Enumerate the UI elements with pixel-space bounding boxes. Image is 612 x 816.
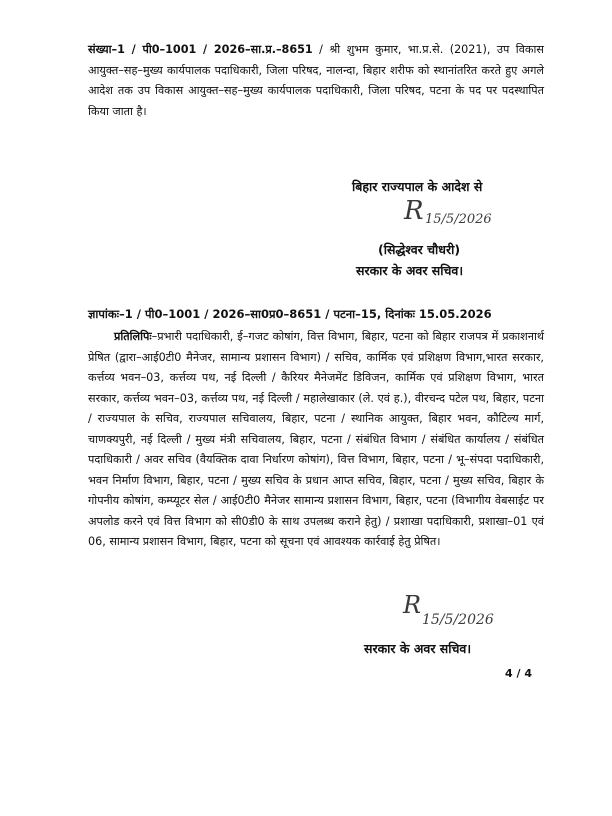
order-ref-number: संख्या–1 / पी0–1001 / 2026–सा.प्र.–8651 [88,43,313,56]
handwritten-date-2: 15/5/2026 [422,612,494,628]
signatory-designation-1: सरकार के अवर सचिव। [356,263,464,278]
copy-label: प्रतिलिपिः [114,330,152,343]
order-paragraph [88,40,544,122]
page-number: 4 / 4 [505,667,532,680]
order-body: / श्री शुभम कुमार, भा.प्र.से. (2021), उप विकास आयुक्त–सह–मुख्य कार्यपालक पदाधिकारी, जिला परिषद, नालन्दा, बिहार शरीफ को स्थानांतरित करते हुए अगले आदेश तक उप विकास आयुक्त–सह–मुख्य कार्यपालक पदाधिकारी, जिला परिषद, पटना के पद पर पदस्थापित किया जाता है। [88,43,544,118]
handwritten-signature-1: R [404,196,424,226]
signatory-designation-2: सरकार के अवर सचिव। [364,641,472,656]
handwritten-signature-2: R [403,591,422,619]
copy-paragraph [88,327,544,553]
signatory-name: (सिद्धेश्वर चौधरी) [378,242,461,257]
handwritten-date-1: 15/5/2026 [425,212,492,227]
copy-body: –प्रभारी पदाधिकारी, ई–गजट कोषांग, वित्त विभाग, बिहार, पटना को बिहार राजपत्र में प्रकाशनार्थ प्रेषित (द्वारा–आई0टी0 मैनेजर, सामान्य प्रशासन विभाग) / सचिव, कार्मिक एवं प्रशिक्षण विभाग,भारत सरकार, कर्त्तव्य भवन–03, कर्त्तव्य पथ, नई दिल्ली / कैरियर मैनेजमेंट डिविजन, कार्मिक एवं प्रशिक्षण विभाग, भारत सरकार, कर्त्तव्य भवन–03, कर्त्तव्य पथ, नई दिल्ली / महालेखाकार (ले. एवं ह.), वीरचन्द पटेल पथ, बिहार, पटना / राज्यपाल के सचिव, राज्यपाल सचिवालय, बिहार, पटना / स्थानिक आयुक्त, बिहार भवन, कौटिल्य मार्ग, चाणक्यपुरी, नई दिल्ली / मुख्य मंत्री सचिवालय, बिहार, पटना / संबंधित विभाग / संबंधित कार्यालय / संबंधित पदाधिकारी / अवर सचिव (वैयक्तिक दावा निर्धारण कोषांग), वित्त विभाग, बिहार, पटना / भू–संपदा पदाधिकारी, भवन निर्माण विभाग, बिहार, पटना / मुख्य सचिव के प्रधान आप्त सचिव, बिहार, पटना / मुख्य सचिव, बिहार के गोपनीय कोषांग, कम्प्यूटर सेल / आई0टी0 मैनेजर सामान्य प्रशासन विभाग, बिहार, पटना (विभागीय वेबसाईट पर अपलोड करने एवं वित्त विभाग को सी0डी0 के साथ उपलब्ध कराने हेतु) / प्रशाखा पदाधिकारी, प्रशाखा–01 एवं 06, सामान्य प्रशासन विभाग, बिहार, पटना को सूचना एवं आवश्यक कार्रवाई हेतु प्रेषित। [88,330,544,548]
authority-line: बिहार राज्यपाल के आदेश से [352,179,483,194]
memo-ref-line: ज्ञापांकः–1 / पी0–1001 / 2026–सा0प्र0–8651 / पटना–15, दिनांकः 15.05.2026 [88,307,492,321]
